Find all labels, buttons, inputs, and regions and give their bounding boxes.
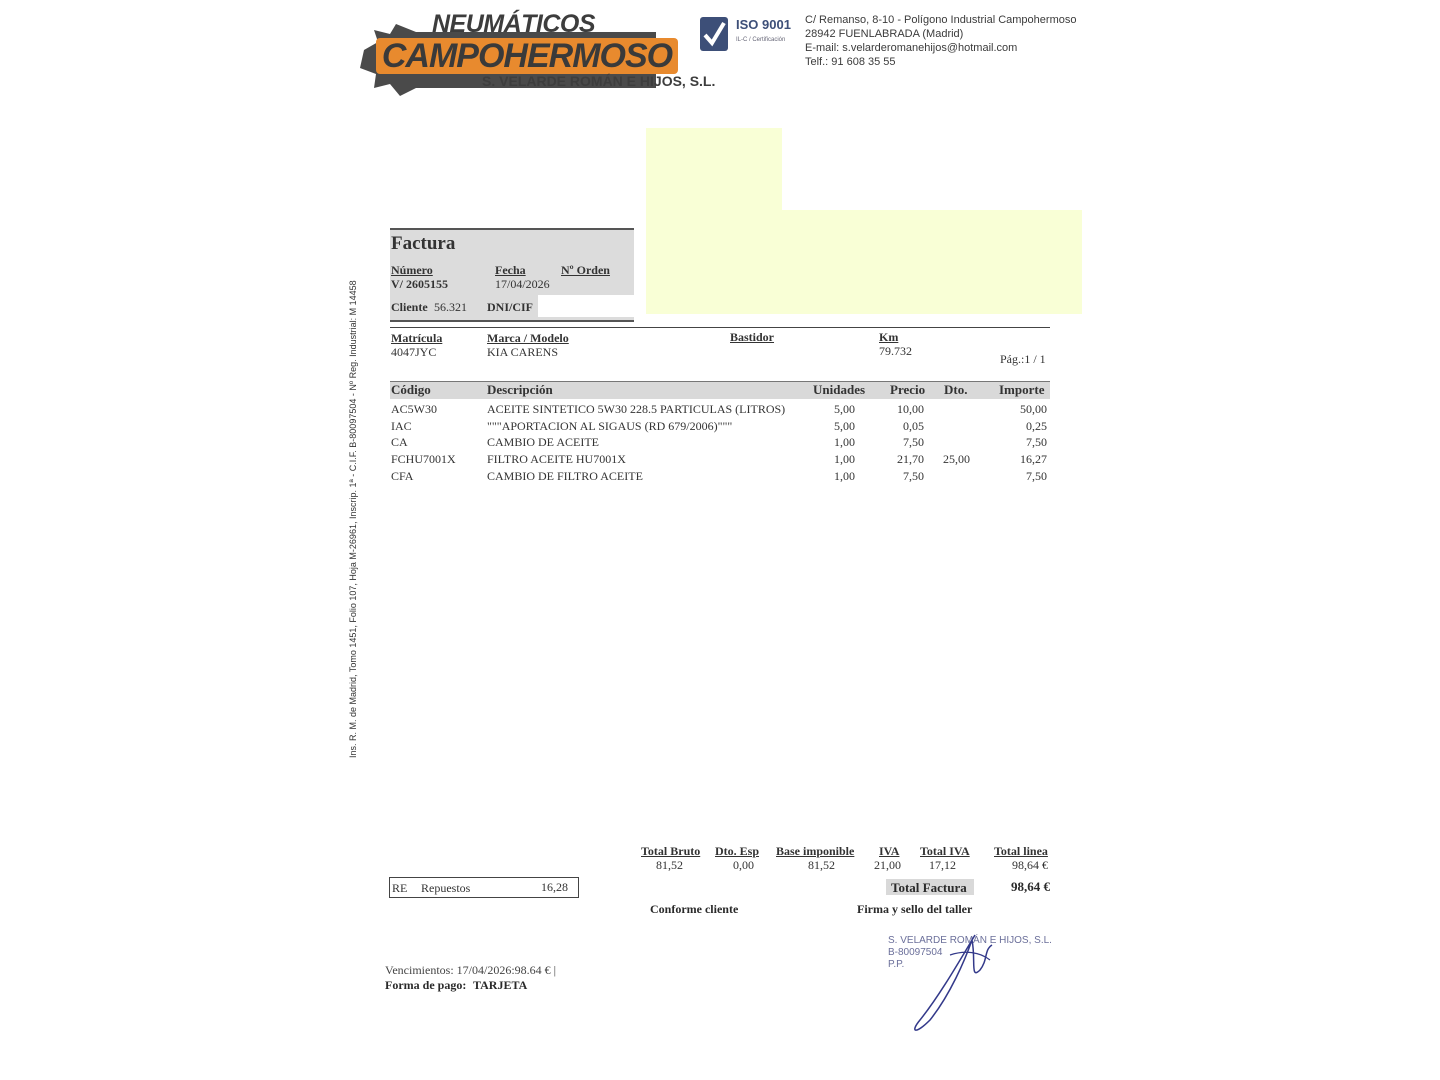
numero-label: Número (391, 263, 433, 277)
bastidor-label: Bastidor (730, 330, 775, 344)
th-descripcion: Descripción (487, 382, 553, 397)
cell-precio: 7,50 (903, 435, 924, 450)
total-factura-label: Total Factura (891, 880, 967, 895)
stamp-line1: S. VELARDE ROMÁN E HIJOS, S.L. (888, 935, 1052, 946)
company-email: E-mail: s.velarderomanehijos@hotmail.com (805, 42, 1018, 54)
page-number: Pág.:1 / 1 (1000, 352, 1046, 366)
divider (390, 327, 1050, 328)
cell-codigo: CFA (391, 468, 414, 483)
forma-pago-label: Forma de pago: (385, 978, 467, 992)
re-label: RE (392, 881, 408, 895)
dto-esp-value: 0,00 (733, 858, 754, 872)
fecha-label: Fecha (495, 263, 526, 277)
cell-codigo: IAC (391, 418, 412, 433)
dni-value (538, 295, 634, 317)
orden-label: Nº Orden (561, 263, 610, 277)
th-codigo: Código (391, 382, 431, 397)
company-address-line2: 28942 FUENLABRADA (Madrid) (805, 28, 964, 40)
base-imponible-value: 81,52 (808, 858, 835, 872)
conforme-cliente: Conforme cliente (650, 902, 739, 916)
invoice-title: Factura (391, 233, 456, 254)
cell-precio: 7,50 (903, 468, 924, 483)
cell-descripcion: CAMBIO DE FILTRO ACEITE (487, 468, 643, 483)
th-dto: Dto. (944, 382, 968, 397)
fecha-value: 17/04/2026 (495, 277, 550, 291)
iva-value: 21,00 (874, 858, 901, 872)
iva-label: IVA (879, 844, 900, 858)
total-iva-value: 17,12 (929, 858, 956, 872)
iso-label: ISO 9001 (736, 17, 791, 32)
numero-value: V/ 2605155 (391, 277, 448, 291)
th-importe: Importe (999, 382, 1045, 397)
company-logo-name: CAMPOHERMOSO (376, 38, 678, 74)
repuestos-value: 16,28 (541, 880, 568, 894)
cell-precio: 21,70 (897, 452, 924, 467)
company-phone: Telf.: 91 608 35 55 (805, 56, 896, 68)
cell-descripcion: """APORTACION AL SIGAUS (RD 679/2006)""" (487, 418, 733, 433)
dni-label: DNI/CIF (487, 300, 534, 314)
repuestos-label: Repuestos (421, 881, 471, 895)
company-registry-text: Ins. R. M. de Madrid, Tomo 1451, Folio 107, Hoja M-26961, Inscrip. 1ª - C.I.F. B-80097504 - Nº Reg. Industrial: M 14458 (348, 280, 358, 758)
cell-unidades: 1,00 (834, 435, 855, 450)
firma-taller: Firma y sello del taller (857, 902, 973, 916)
cell-codigo: FCHU7001X (391, 452, 456, 467)
dto-esp-label: Dto. Esp (715, 844, 760, 858)
total-iva-label: Total IVA (920, 844, 970, 858)
company-legal-name: S. VELARDE ROMÁN E HIJOS, S.L. (482, 73, 716, 89)
cell-descripcion: CAMBIO DE ACEITE (487, 435, 599, 450)
total-bruto-value: 81,52 (656, 858, 683, 872)
iso-checkmark-icon (700, 17, 728, 51)
th-precio: Precio (890, 382, 926, 397)
matricula-label: Matrícula (391, 331, 443, 345)
cell-codigo: CA (391, 435, 408, 450)
marca-label: Marca / Modelo (487, 331, 569, 345)
cell-importe: 0,25 (1026, 418, 1047, 433)
company-logo-tagline: NEUMÁTICOS (432, 10, 596, 38)
cell-precio: 10,00 (897, 402, 924, 416)
cell-unidades: 1,00 (834, 468, 855, 483)
cell-unidades: 5,00 (834, 402, 855, 416)
cell-descripcion: ACEITE SINTETICO 5W30 228.5 PARTICULAS (LITROS) (487, 402, 786, 416)
cell-dto: 25,00 (943, 452, 970, 467)
iso-certifier: IL-C / Certificación (736, 37, 786, 43)
cliente-label: Cliente (391, 300, 428, 314)
cell-importe: 7,50 (1026, 468, 1047, 483)
total-linea-label: Total linea (994, 844, 1048, 858)
cell-unidades: 1,00 (834, 452, 855, 467)
base-imponible-label: Base imponible (776, 844, 855, 858)
redaction-block (646, 128, 782, 314)
vencimientos: Vencimientos: 17/04/2026:98.64 € | (385, 963, 557, 977)
cell-descripcion: FILTRO ACEITE HU7001X (487, 452, 626, 467)
total-factura-value: 98,64 € (1011, 879, 1050, 894)
forma-pago-value: TARJETA (473, 978, 528, 992)
cell-importe: 50,00 (1020, 402, 1047, 416)
cliente-value: 56.321 (434, 300, 467, 314)
redaction-block (780, 210, 1082, 314)
cell-precio: 0,05 (903, 418, 924, 433)
total-linea-value: 98,64 € (1012, 858, 1048, 872)
km-label: Km (879, 330, 899, 344)
total-bruto-label: Total Bruto (641, 844, 701, 858)
company-address-line1: C/ Remanso, 8-10 - Polígono Industrial Campohermoso (805, 14, 1077, 26)
marca-value: KIA CARENS (487, 345, 559, 359)
cell-importe: 16,27 (1020, 452, 1047, 467)
matricula-value: 4047JYC (391, 345, 437, 359)
th-unidades: Unidades (813, 382, 866, 397)
cell-codigo: AC5W30 (391, 402, 437, 416)
cell-importe: 7,50 (1026, 435, 1047, 450)
stamp-line2: B-80097504 (888, 947, 943, 958)
km-value: 79.732 (879, 344, 912, 358)
signature (880, 900, 1050, 1040)
stamp-line3: P.P. (888, 959, 905, 970)
cell-unidades: 5,00 (834, 418, 855, 433)
